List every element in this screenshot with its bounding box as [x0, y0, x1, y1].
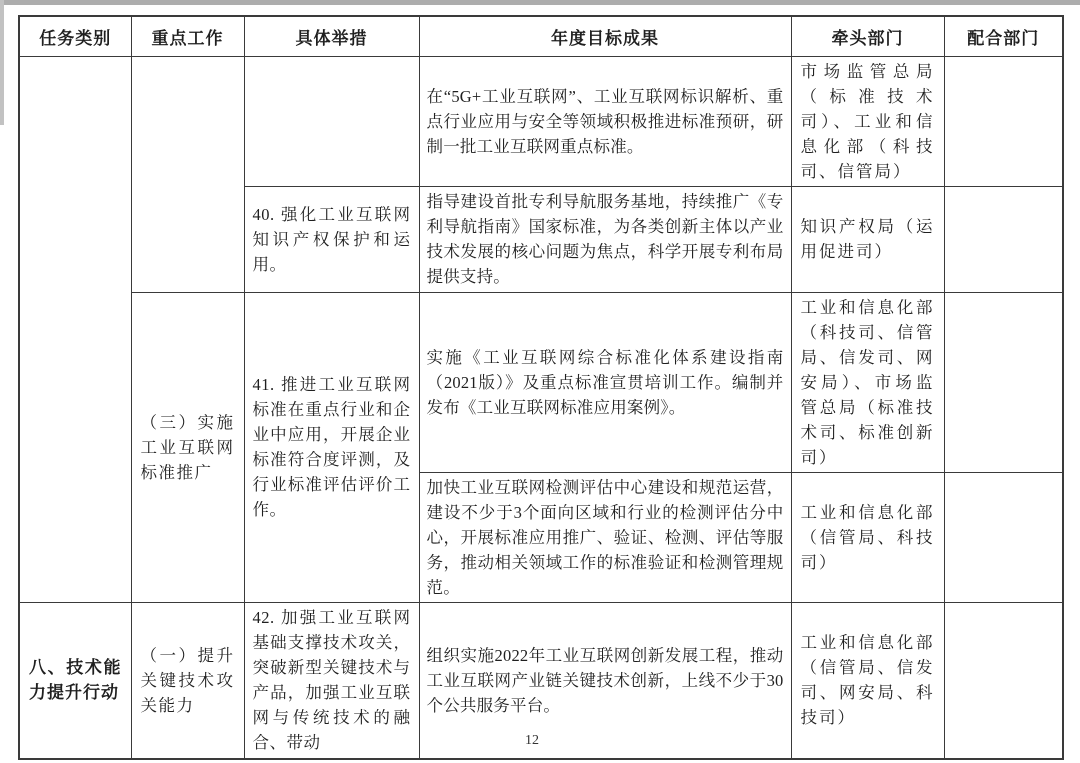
cell-measure-40: 40. 强化工业互联网知识产权保护和运用。	[244, 186, 419, 292]
cell-lead-42: 工业和信息化部（信管局、信发司、网安局、科技司）	[791, 602, 944, 759]
cell-measure-41: 41. 推进工业互联网标准在重点行业和企业中应用，开展企业标准符合度评测，及行业标准评估评价工作。	[244, 292, 419, 602]
cell-target-continued: 在“5G+工业互联网”、工业互联网标识解析、重点行业应用与安全等领域积极推进标准预研，研制一批工业互联网重点标准。	[419, 56, 791, 186]
col-header-lead-department: 牵头部门	[791, 16, 944, 56]
table-row	[19, 292, 1063, 472]
cell-target-41a: 实施《工业互联网综合标准化体系建设指南（2021版）》及重点标准宣贯培训工作。编制并发布《工业互联网标准应用案例》。	[419, 292, 791, 472]
cell-lead-41b: 工业和信息化部（信管局、科技司）	[791, 472, 944, 602]
cell-lead-40: 知识产权局（运用促进司）	[791, 186, 944, 292]
table-row	[19, 56, 1063, 186]
table-header-row	[19, 16, 1063, 56]
cell-support-40	[944, 186, 1063, 292]
task-plan-table	[18, 15, 1064, 760]
page-top-edge	[0, 0, 1080, 5]
cell-measure-continued	[244, 56, 419, 186]
page-number: 12	[525, 733, 539, 748]
cell-measure-42: 42. 加强工业互联网基础支撑技术攻关，突破新型关键技术与产品，加强工业互联网与传统技术的融合、带动	[244, 602, 419, 759]
cell-target-42: 组织实施2022年工业互联网创新发展工程，推动工业互联网产业链关键技术创新，上线不少于30个公共服务平台。	[419, 602, 791, 759]
cell-lead-41a: 工业和信息化部（科技司、信管局、信发司、网安局）、市场监管总局（标准技术司、标准创新司）	[791, 292, 944, 472]
cell-support-continued	[944, 56, 1063, 186]
col-header-key-work: 重点工作	[131, 16, 244, 56]
cell-target-41b: 加快工业互联网检测评估中心建设和规范运营，建设不少于3个面向区域和行业的检测评估分中心，开展标准应用推广、验证、检测、评估等服务，推动相关领域工作的标准验证和检测管理规范。	[419, 472, 791, 602]
col-header-annual-targets: 年度目标成果	[419, 16, 791, 56]
col-header-task-category: 任务类别	[19, 16, 131, 56]
cell-task-category-continued	[19, 56, 131, 602]
cell-key-work-continued	[131, 56, 244, 292]
cell-support-41a	[944, 292, 1063, 472]
page-left-edge	[0, 0, 4, 125]
cell-key-work-1: （一）提升关键技术攻关能力	[131, 602, 244, 759]
cell-lead-continued: 市场监管总局（标准技术司）、工业和信息化部（科技司、信管局）	[791, 56, 944, 186]
col-header-measures: 具体举措	[244, 16, 419, 56]
cell-key-work-3: （三）实施工业互联网标准推广	[131, 292, 244, 602]
cell-task-category-8: 八、技术能力提升行动	[19, 602, 131, 759]
col-header-support-department: 配合部门	[944, 16, 1063, 56]
cell-target-40: 指导建设首批专利导航服务基地，持续推广《专利导航指南》国家标准，为各类创新主体以产业技术发展的核心问题为焦点，科学开展专利布局提供支持。	[419, 186, 791, 292]
cell-support-41b	[944, 472, 1063, 602]
